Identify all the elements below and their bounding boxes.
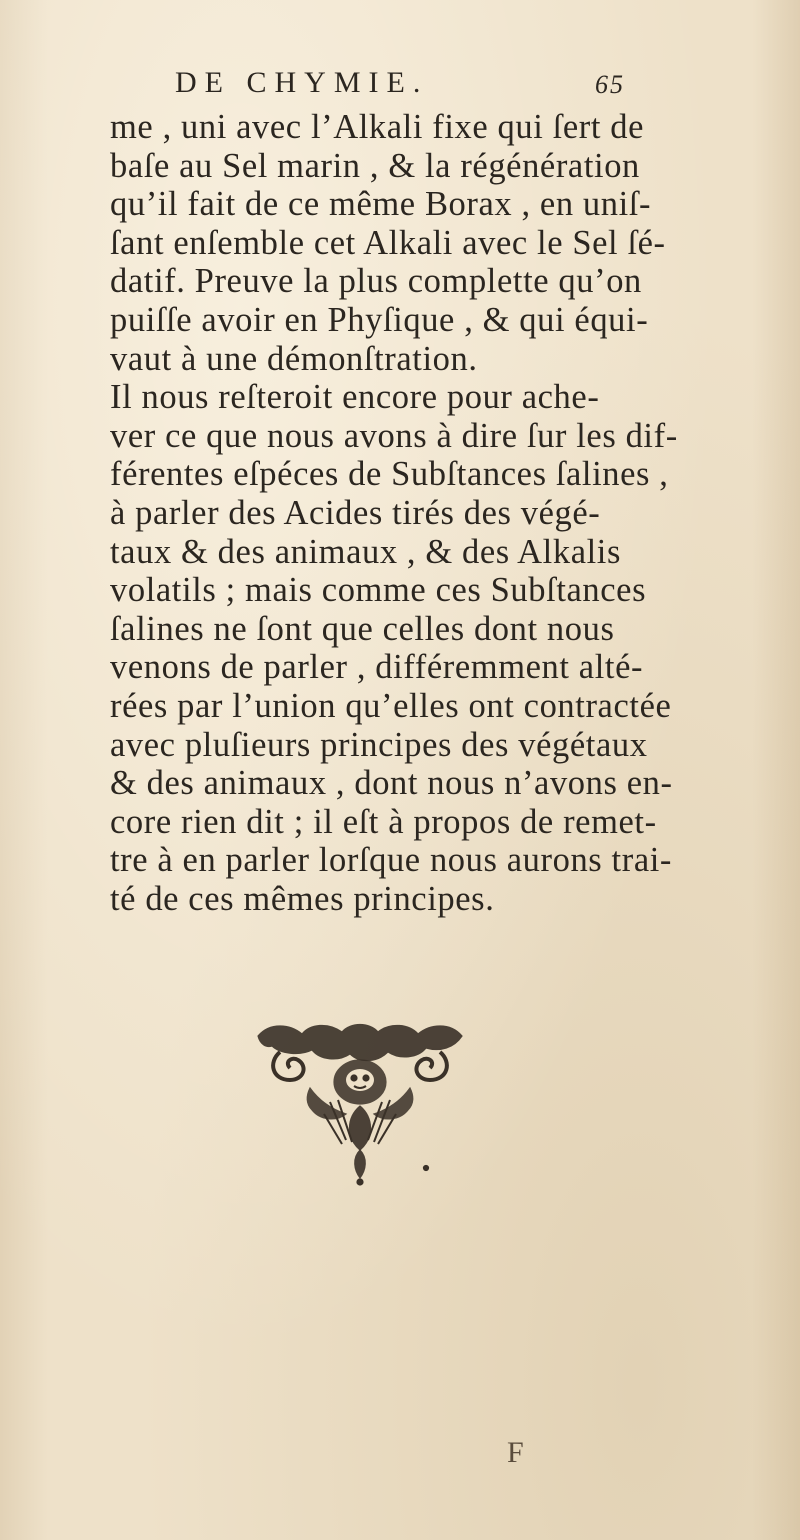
text-line: datif. Preuve la plus complette qu’on	[110, 262, 642, 301]
text-line: rées par l’union qu’elles ont contractée	[110, 686, 672, 725]
text-line: ſant enſemble cet Alkali avec le Sel ſé-	[110, 223, 666, 262]
page-header	[175, 66, 665, 110]
text-line: ver ce que nous avons à dire ſur les dif-	[110, 416, 678, 455]
floral-ornament-icon	[250, 1018, 470, 1188]
text-line: core rien dit ; il eſt à propos de remet-	[110, 802, 657, 841]
text-line: volatils ; mais comme ces Subſtances	[110, 571, 647, 610]
text-line: venons de parler , différemment alté-	[110, 648, 644, 687]
text-line: vaut à une démonſtration.	[110, 339, 478, 378]
body-text	[110, 108, 750, 918]
text-line: qu’il fait de ce même Borax , en uniſ-	[110, 185, 652, 224]
paragraph-first-line: Il nous reſteroit encore pour ache-	[110, 378, 600, 417]
text-line: tre à en parler lorſque nous aurons trai-	[110, 841, 673, 880]
text-line: té de ces mêmes principes.	[110, 879, 495, 918]
text-line: baſe au Sel marin , & la régénération	[110, 146, 640, 185]
text-line: puiſſe avoir en Phyſique , & qui équi-	[110, 300, 649, 339]
signature-mark: F	[507, 1436, 524, 1469]
running-title: DE CHYMIE.	[175, 66, 429, 99]
text-line: férentes eſpéces de Subſtances ſalines ,	[110, 455, 669, 494]
text-line: avec pluſieurs principes des végétaux	[110, 725, 648, 764]
text-line: ſalines ne ſont que celles dont nous	[110, 609, 615, 648]
text-line: & des animaux , dont nous n’avons en-	[110, 764, 673, 803]
page-number: 65	[595, 70, 625, 99]
text-line: à parler des Acides tirés des végé-	[110, 493, 601, 532]
text-line: me , uni avec l’Alkali fixe qui ſert de	[110, 108, 645, 146]
text-line: taux & des animaux , & des Alkalis	[110, 532, 621, 571]
